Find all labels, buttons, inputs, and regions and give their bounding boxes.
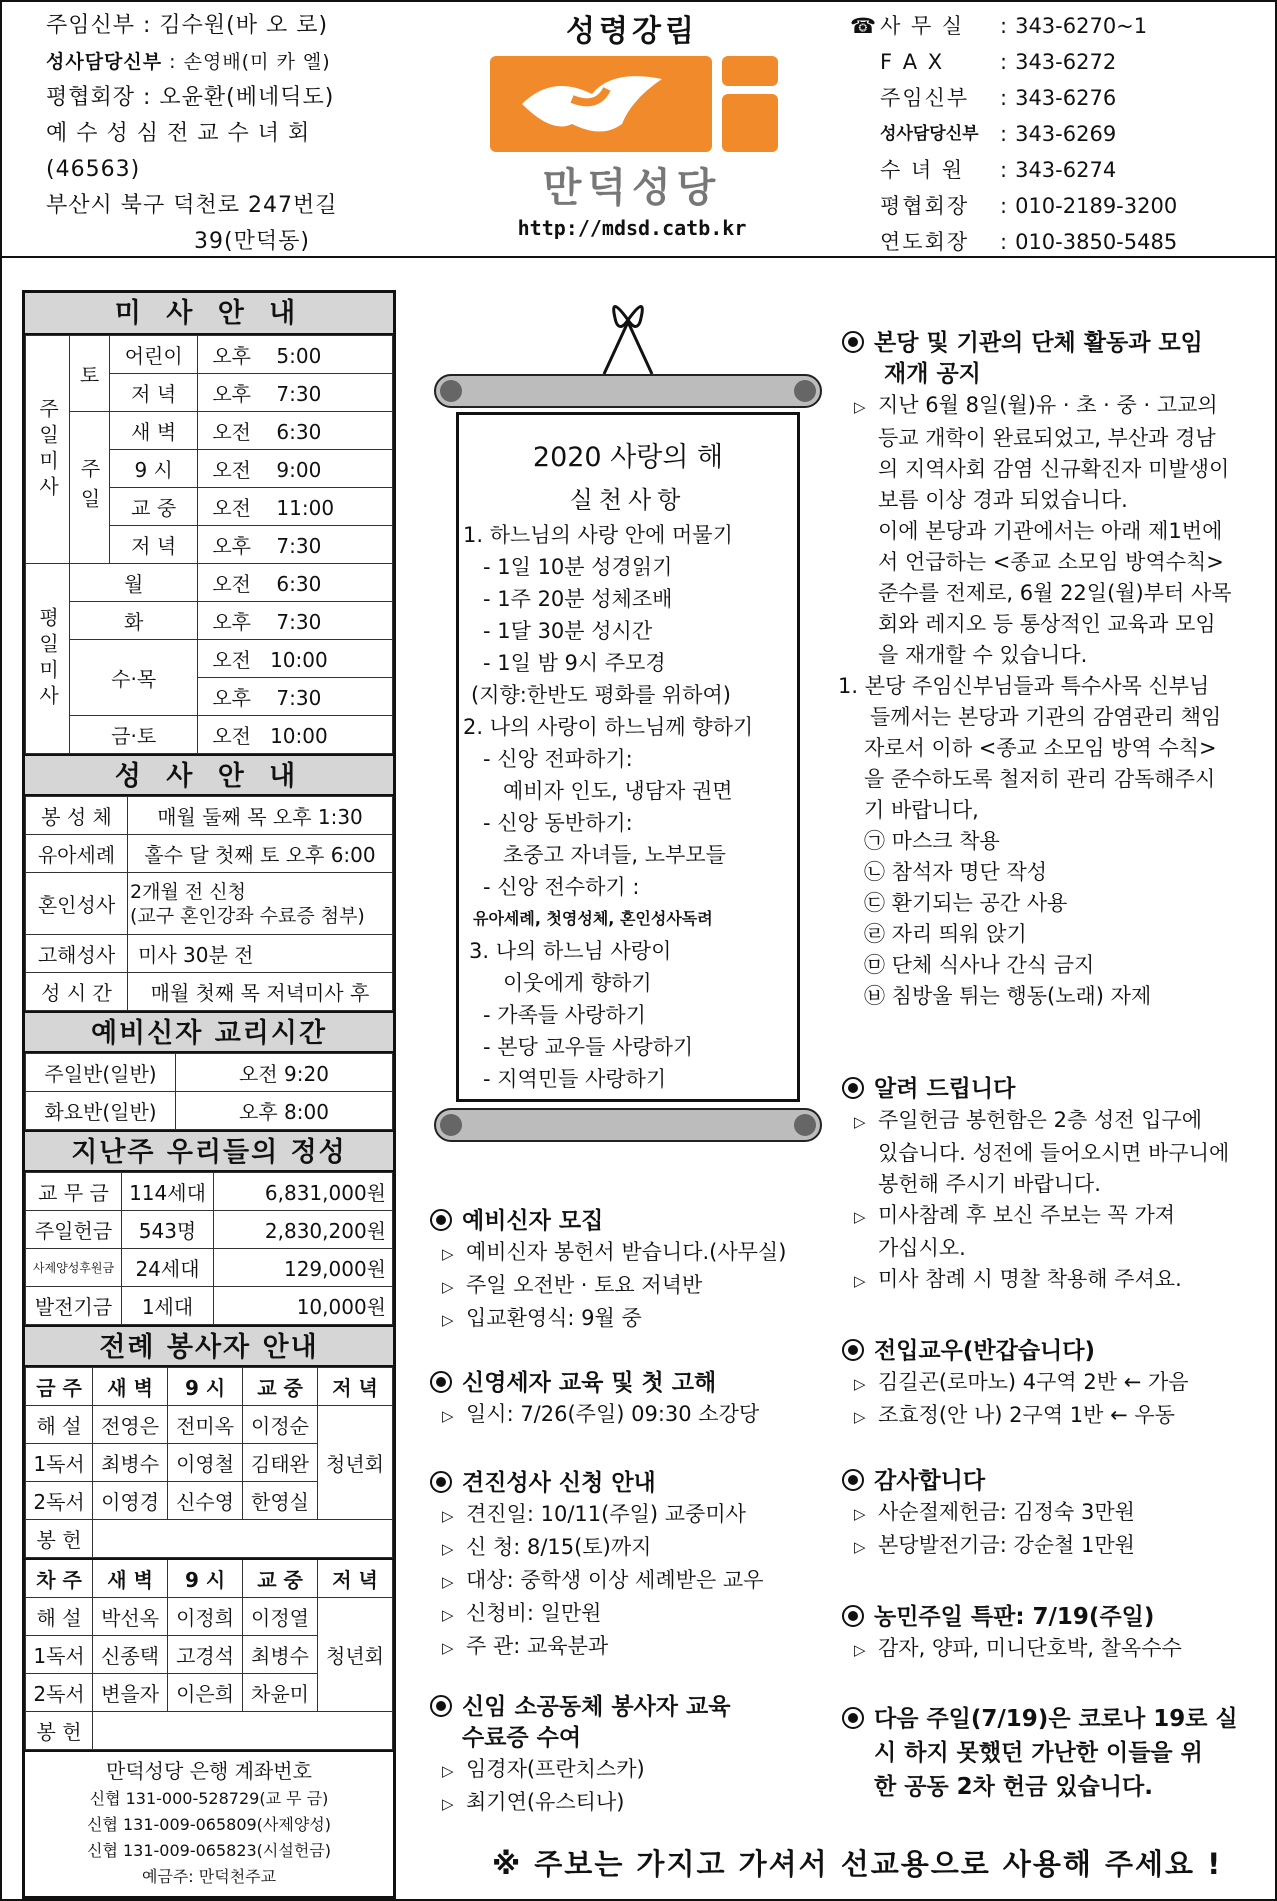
notice-line: 자로서 이하 <종교 소모임 방역 수칙> [864,736,1217,760]
scroll-paper [456,412,800,1102]
notice-line: 서 언급하는 <종교 소모임 방역수칙> [878,550,1224,574]
mass-time: 오전 10:00 [198,640,393,678]
bullet-icon [430,1471,452,1493]
notice-item: ▷ 주일 오전반 · 토요 저녁반 [430,1270,786,1303]
pledge-line: - 신앙 전수하기 : [483,875,640,899]
notice-thanks [842,1466,1135,1563]
bullet-icon [842,1707,864,1729]
offering-amount: 129,000원 [214,1249,393,1287]
church-logo [482,56,782,211]
notice-line: 회와 레지오 등 통상적인 교육과 모임 [878,612,1216,636]
dove-icon [512,64,692,144]
pledge-line: 유아세례, 첫영성체, 혼인성사독려 [473,909,713,928]
mass-time: 오후 5:00 [198,336,393,374]
mass-name: 9 시 [110,450,198,488]
ribbon-knot-icon [598,292,658,376]
class-time: 오전 9:20 [176,1054,393,1092]
server-name: 이영경 [93,1482,168,1520]
mass-name: 화 [70,602,198,640]
pledge-line: 예비자 인도, 냉담자 권면 [503,779,733,803]
bullet-icon [430,1209,452,1231]
server-name: 이정열 [243,1597,318,1635]
servers-next-week-table [25,1558,393,1750]
notice-resume-activities [838,328,1232,1012]
pledge-line: 초중고 자녀들, 노부모들 [503,843,726,867]
notice-item: ▷ 감자, 양파, 미니단호박, 찰옥수수 [842,1633,1182,1666]
notice-line: 을 준수하도록 철저히 관리 감독해주시 [864,767,1216,791]
pledge-line: 1. 하느님의 사랑 안에 머물기 [463,523,733,547]
notice-item: ▷ 신청비: 일만원 [430,1598,764,1631]
class-time: 오후 8:00 [176,1092,393,1130]
server-role: 2독서 [26,1673,93,1711]
pledge-line: - 가족들 사랑하기 [483,1003,646,1027]
server-name: 한영실 [243,1482,318,1520]
scroll-rod-bottom [434,1108,822,1142]
sacrament-name: 유아세례 [26,835,128,873]
server-name: 이정희 [168,1597,243,1635]
bullet-icon [842,331,864,353]
notice-heading: 전입교우(반갑습니다) [842,1336,1189,1367]
bank-title: 만덕성당 은행 계좌번호 [106,1758,312,1783]
notice-heading: 견진성사 신청 안내 [430,1468,764,1499]
pledge-title: 2020 사랑의 해 [532,442,724,473]
notice-item: ▷ 견진일: 10/11(주일) 교중미사 [430,1499,764,1532]
catechumen-table [25,1053,393,1130]
notice-line: 한 공동 2차 헌금 있습니다. [874,1774,1153,1800]
sacrament-name: 고해성사 [26,935,128,973]
triangle-bullet-icon: ▷ [854,1505,866,1523]
server-role: 1독서 [26,1635,93,1673]
triangle-bullet-icon: ▷ [442,1573,454,1591]
mass-time: 오후 7:30 [198,678,393,716]
sacrament-title: 성 사 안 내 [25,754,393,796]
pledge-subtitle: 실천사항 [569,486,687,514]
mass-name: 교 중 [110,488,198,526]
notice-line: 봉헌해 주시기 바랍니다. [878,1172,1101,1196]
bank-line: 신협 131-000-528729(교 무 금) [89,1788,329,1808]
contact-row: 주임신부 : 343-6276 [880,86,1117,110]
contact-row: ☎ 사 무 실 : 343-6270~1 [850,8,1270,44]
rule-item: ㉠ 마스크 착용 [864,829,1000,853]
triangle-bullet-icon: ▷ [442,1795,454,1813]
triangle-bullet-icon: ▷ [442,1311,454,1329]
bullet-icon [842,1339,864,1361]
rule-item: ㉢ 환기되는 공간 사용 [864,891,1068,915]
triangle-bullet-icon: ▷ [442,1639,454,1657]
website-url[interactable]: http://mdsd.catb.kr [517,216,747,240]
logo-block-top [722,56,778,86]
contact-row: 성사담당신부 : 343-6269 [880,122,1117,146]
pledge-line: 3. 나의 하느님 사랑이 [469,939,672,963]
contact-row: 평협회장 : 010-2189-3200 [880,194,1178,218]
triangle-bullet-icon: ▷ [442,1245,454,1263]
triangle-bullet-icon: ▷ [854,1538,866,1556]
notice-line: 이에 본당과 기관에서는 아래 제1번에 [878,519,1223,543]
notice-item: ▷ 신 청: 8/15(토)까지 [430,1532,764,1565]
servers-header: 교 중 [243,1559,318,1597]
confessor-row: 성사담당신부 : 손영배(미 카 엘) [46,51,331,73]
notice-neophyte [430,1368,759,1432]
servers-header: 새 벽 [93,1559,168,1597]
servers-this-week-table [25,1367,393,1558]
notice-heading: 본당 및 기관의 단체 활동과 모임 [842,328,1232,359]
server-name: 최병수 [93,1444,168,1482]
priest-row: 주임신부 : 김수원(바 오 로) [46,13,329,38]
notice-confirmation [430,1468,764,1664]
notice-line: 시 하지 못했던 가난한 이들을 위 [874,1740,1203,1766]
offering-name: 사제양성후원금 [26,1249,122,1287]
server-role: 1독서 [26,1444,93,1482]
server-name: 이영철 [168,1444,243,1482]
contact-row: 수 녀 원 : 343-6274 [880,158,1117,182]
offering-name: 주일헌금 [26,1211,122,1249]
offering-name: 발전기금 [26,1287,122,1325]
info-tables [22,290,396,1899]
notice-item: ▷ 본당발전기금: 강순철 1만원 [842,1530,1135,1563]
server-name [93,1711,393,1749]
class-name: 주일반(일반) [26,1054,176,1092]
feast-title: 성령강림 [566,14,698,49]
mass-time: 오후 7:30 [198,526,393,564]
scroll-rod-top [434,374,822,408]
server-name [93,1520,393,1558]
mass-name: 저 녁 [110,526,198,564]
server-name: 최병수 [243,1635,318,1673]
mass-time: 오후 7:30 [198,374,393,412]
notice-item: ▷ 김길곤(로마노) 4구역 2반 ← 가음 [842,1367,1189,1400]
notice-item: ▷ 미사 참례 시 명찰 착용해 주셔요. [842,1264,1229,1297]
postcode: (46563) [46,157,141,182]
phone-icon: ☎ [850,14,877,38]
offering-count: 543명 [122,1211,214,1249]
notice-item: ▷ 대상: 중학생 이상 세례받은 교우 [430,1565,764,1598]
notice-heading: 신영세자 교육 및 첫 고해 [430,1368,759,1399]
offering-amount: 2,830,200원 [214,1211,393,1249]
header-left [46,8,446,260]
server-name: 이은희 [168,1673,243,1711]
notice-item: ▷ 임경자(프란치스카) [430,1754,730,1787]
triangle-bullet-icon: ▷ [442,1507,454,1525]
class-name: 화요반(일반) [26,1092,176,1130]
notice-heading: 농민주일 특판: 7/19(주일) [842,1602,1182,1633]
mass-name: 수·목 [70,640,198,716]
notice-item: ▷ 주일헌금 봉헌함은 2층 성전 입구에 [842,1105,1229,1138]
triangle-bullet-icon: ▷ [854,1641,866,1659]
bullet-icon [430,1695,452,1717]
rule-item: ㉡ 참석자 명단 작성 [864,860,1048,884]
triangle-bullet-icon: ▷ [442,1278,454,1296]
bullet-icon [842,1469,864,1491]
pledge-line: - 1일 밤 9시 주모경 [483,651,666,675]
notice-item: ▷ 주 관: 교육분과 [430,1631,764,1664]
pledge-line: - 본당 교우들 사랑하기 [483,1035,694,1059]
council-row: 평협회장 : 오윤환(베네딕도) [46,85,335,110]
saturday-label: 토 [70,336,110,412]
server-role: 봉 헌 [26,1711,93,1749]
catechumen-title: 예비신자 교리시간 [25,1011,393,1053]
offering-count: 114세대 [122,1173,214,1211]
mass-time: 오전 9:00 [198,450,393,488]
pledge-line: - 1달 30분 성시간 [483,619,653,643]
offering-name: 교 무 금 [26,1173,122,1211]
footer-note: ※ 주보는 가지고 가셔서 선교용으로 사용해 주세요 ! [492,1847,1223,1881]
server-role: 해 설 [26,1597,93,1635]
notice-item: ▷ 입교환영식: 9월 중 [430,1303,786,1336]
notice-farmers-sale [842,1602,1182,1666]
mass-name: 어린이 [110,336,198,374]
notice-line: 준수를 전제로, 6월 22일(월)부터 사목 [878,581,1232,605]
pledge-line: - 1일 10분 성경읽기 [483,555,673,579]
notice-paragraph: ▷ 지난 6월 8일(월)유 · 초 · 중 · 고교의 [842,390,1232,423]
contact-row: F A X : 343-6272 [880,50,1117,74]
server-name: 고경석 [168,1635,243,1673]
notice-item: ▷ 예비신자 봉헌서 받습니다.(사무실) [430,1237,786,1270]
servers-header: 교 중 [243,1368,318,1406]
notice-line: 보름 이상 경과 되었습니다. [878,488,1128,512]
pledge-line: 이웃에게 향하기 [503,971,652,995]
mass-name: 금·토 [70,716,198,754]
notice-second-collection [842,1702,1238,1804]
weekday-mass-label: 평일미사 [26,564,70,754]
address-line2: 39(만덕동) [194,229,310,254]
sunday-label: 주일 [70,412,110,564]
sacrament-value: 매월 첫째 목 저녁미사 후 [128,973,393,1011]
triangle-bullet-icon: ▷ [854,398,866,416]
church-name-logo: 만덕성당 [542,165,722,211]
notice-community-training [430,1692,730,1820]
notice-new-parishioners [842,1336,1189,1433]
servers-header: 저 녁 [318,1368,393,1406]
notice-heading-cont: 수료증 수여 [462,1725,582,1751]
pledge-line: - 지역민들 사랑하기 [483,1067,667,1091]
servers-header: 저 녁 [318,1559,393,1597]
pledge-line: (지향:한반도 평화를 위하여) [471,683,731,707]
logo-block-bottom [722,94,778,152]
notice-heading: 알려 드립니다 [842,1074,1229,1105]
rule-item: ㉥ 침방울 튀는 행동(노래) 자제 [864,984,1152,1008]
mass-time: 오전 6:30 [198,564,393,602]
bank-holder: 예금주: 만덕천주교 [141,1866,277,1886]
triangle-bullet-icon: ▷ [442,1762,454,1780]
server-name: 전미옥 [168,1406,243,1444]
triangle-bullet-icon: ▷ [442,1540,454,1558]
server-name: 차윤미 [243,1673,318,1711]
header [2,2,1275,258]
triangle-bullet-icon: ▷ [854,1208,866,1226]
sacrament-value: 2개월 전 신청 (교구 혼인강좌 수료증 첨부) [128,873,393,935]
offering-title: 지난주 우리들의 정성 [25,1130,393,1172]
server-name: 변을자 [93,1673,168,1711]
offering-table [25,1172,393,1325]
server-name: 박선옥 [93,1597,168,1635]
notice-line: 의 지역사회 감염 신규확진자 미발생이 [878,457,1230,481]
notice-item: ▷ 조효정(안 나) 2구역 1반 ← 우동 [842,1400,1189,1433]
servers-header: 9 시 [168,1559,243,1597]
sacrament-name: 혼인성사 [26,873,128,935]
notice-item: ▷ 일시: 7/26(주일) 09:30 소강당 [430,1399,759,1432]
servers-header: 금 주 [26,1368,93,1406]
mass-name: 저 녁 [110,374,198,412]
pledge-line: - 신앙 전파하기: [483,747,633,771]
mass-table [25,335,393,754]
offering-count: 24세대 [122,1249,214,1287]
servers-header: 새 벽 [93,1368,168,1406]
mass-title: 미 사 안 내 [25,293,393,335]
triangle-bullet-icon: ▷ [854,1408,866,1426]
notice-line: 을 재개할 수 있습니다. [878,643,1088,667]
triangle-bullet-icon: ▷ [854,1113,866,1131]
bank-line: 신협 131-009-065823(시설헌금) [86,1840,331,1860]
sunday-mass-label: 주일미사 [26,336,70,564]
triangle-bullet-icon: ▷ [854,1375,866,1393]
sacrament-value: 미사 30분 전 [128,935,393,973]
pledge-line: - 1주 20분 성체조배 [483,587,673,611]
pledge-list [459,519,797,1095]
notice-catechumen [430,1206,786,1336]
mass-time: 오전 11:00 [198,488,393,526]
mass-name: 새 벽 [110,412,198,450]
notice-announcements [842,1074,1229,1297]
notice-line: 가십시오. [878,1236,966,1260]
servers-title: 전례 봉사자 안내 [25,1325,393,1367]
sacrament-value: 매월 둘째 목 오후 1:30 [128,797,393,835]
server-evening: 청년회 [318,1597,393,1711]
contact-row: 연도회장 : 010-3850-5485 [880,230,1178,254]
offering-amount: 6,831,000원 [214,1173,393,1211]
bullet-icon [430,1371,452,1393]
convent-name: 예 수 성 심 전 교 수 녀 회 [46,121,311,146]
notice-heading: 감사합니다 [842,1466,1135,1497]
bullet-icon [842,1077,864,1099]
notice-heading: 다음 주일(7/19)은 코로나 19로 실 [842,1702,1238,1736]
notice-line: 1. 본당 주임신부님들과 특수사목 신부님 [838,674,1210,698]
notice-line: 있습니다. 성전에 들어오시면 바구니에 [878,1141,1230,1165]
server-name: 신종택 [93,1635,168,1673]
server-role: 2독서 [26,1482,93,1520]
bullet-icon [842,1605,864,1627]
mass-time: 오후 7:30 [198,602,393,640]
notice-item: ▷ 사순절제헌금: 김정숙 3만원 [842,1497,1135,1530]
rule-item: ㉤ 단체 식사나 간식 금지 [864,953,1095,977]
sacrament-table [25,796,393,1011]
notice-heading: 신임 소공동체 봉사자 교육 [430,1692,730,1723]
notice-line: 기 바랍니다, [864,798,979,822]
mass-name: 월 [70,564,198,602]
notice-item: ▷ 미사참례 후 보신 주보는 꼭 가져 [842,1200,1229,1233]
server-name: 김태완 [243,1444,318,1482]
header-center [472,6,792,240]
bank-accounts [25,1750,393,1896]
rule-item: ㉣ 자리 띄워 앉기 [864,922,1027,946]
server-name: 이정순 [243,1406,318,1444]
server-name: 신수영 [168,1482,243,1520]
offering-amount: 10,000원 [214,1287,393,1325]
pledge-line: 2. 나의 사랑이 하느님께 향하기 [463,715,754,739]
sacrament-value: 홀수 달 첫째 토 오후 6:00 [128,835,393,873]
servers-header: 9 시 [168,1368,243,1406]
sacrament-name: 봉 성 체 [26,797,128,835]
offering-count: 1세대 [122,1287,214,1325]
triangle-bullet-icon: ▷ [442,1606,454,1624]
pledge-line: - 신앙 동반하기: [483,811,633,835]
mass-time: 오전 6:30 [198,412,393,450]
servers-header: 차 주 [26,1559,93,1597]
server-name: 전영은 [93,1406,168,1444]
server-role: 해 설 [26,1406,93,1444]
notice-heading-cont: 재개 공지 [884,361,981,387]
pledge-scroll [434,292,822,1152]
sacrament-name: 성 시 간 [26,973,128,1011]
triangle-bullet-icon: ▷ [442,1407,454,1425]
notice-line: 들께서는 본당과 기관의 감염관리 책임 [870,705,1222,729]
triangle-bullet-icon: ▷ [854,1272,866,1290]
mass-time: 오전 10:00 [198,716,393,754]
address-line1: 부산시 북구 덕천로 247번길 [46,193,338,218]
header-contacts [850,8,1270,260]
notice-heading: 예비신자 모집 [430,1206,786,1237]
bank-line: 신협 131-009-065809(사제양성) [86,1814,331,1834]
notice-item: ▷ 최기연(유스티나) [430,1787,730,1820]
server-role: 봉 헌 [26,1520,93,1558]
notice-line: 등교 개학이 완료되었고, 부산과 경남 [878,426,1216,450]
server-evening: 청년회 [318,1406,393,1520]
